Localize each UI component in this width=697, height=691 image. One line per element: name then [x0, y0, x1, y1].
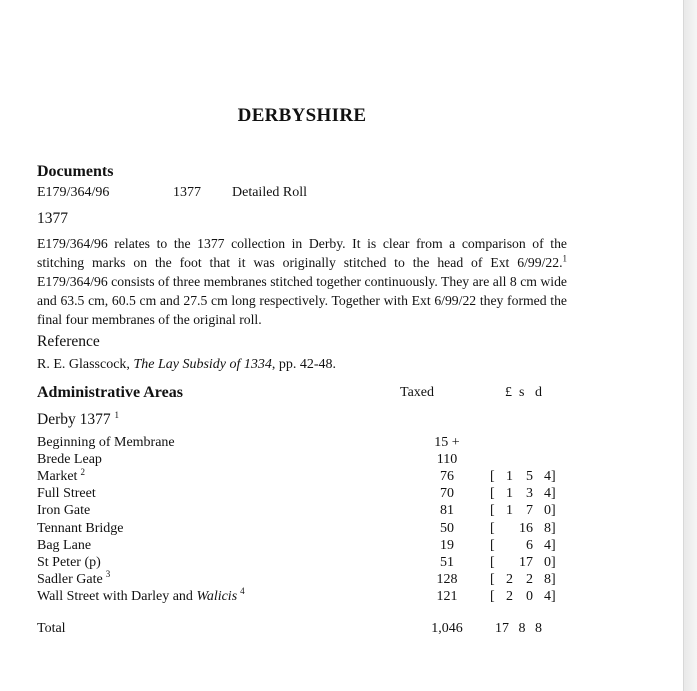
paragraph-part-a: E179/364/96 relates to the 1377 collection in Derby. It is clear from a comparison of the stitching marks on the foot that it was originally stitched to the head of Ext 6/99/22. [37, 236, 567, 270]
pounds-value: 1 [506, 486, 513, 502]
total-taxed: 1,046 [431, 621, 463, 636]
document-reference: E179/364/96 [37, 185, 110, 200]
reference-work: The Lay Subsidy of 1334 [133, 357, 272, 372]
bracket-open: [ [490, 571, 495, 587]
table-row [37, 538, 577, 555]
bracket-open: [ [490, 520, 495, 536]
pounds-value: 1 [506, 469, 513, 485]
shillings-value: 16 [519, 520, 533, 536]
taxed-value: 76 [440, 469, 454, 485]
taxed-value: 19 [440, 537, 454, 553]
area-name [37, 503, 93, 519]
shillings-value: 7 [526, 503, 533, 519]
bracket-close: ] [551, 571, 556, 587]
reference-author: R. E. Glasscock, [37, 357, 134, 372]
reference-pages: , pp. 42-48. [271, 357, 337, 372]
money-value [490, 538, 560, 554]
area-label: Iron Gate [37, 503, 91, 519]
area-label: St Peter (p) [37, 554, 101, 570]
area-label: Wall Street with Darley and [37, 588, 197, 604]
pence-value: 4 [544, 588, 551, 604]
page-edge [683, 0, 697, 691]
year-heading: 1377 [37, 210, 68, 227]
bracket-close: ] [551, 554, 556, 570]
area-note: 2 [80, 466, 85, 477]
taxed-value: 121 [436, 588, 458, 604]
reference-heading: Reference [37, 333, 100, 350]
taxed-value: 70 [440, 486, 454, 502]
total-label: Total [37, 621, 66, 636]
area-name [37, 555, 104, 571]
table-row [37, 435, 577, 452]
pounds-value: 2 [506, 588, 513, 604]
area-name [37, 435, 178, 451]
bracket-open: [ [490, 469, 495, 485]
money-value [490, 521, 560, 537]
table-row [37, 521, 577, 538]
area-label: Sadler Gate [37, 571, 103, 587]
area-label: Bag Lane [37, 537, 92, 553]
table-row [37, 466, 577, 486]
shillings-value: 17 [519, 554, 533, 570]
bracket-open: [ [490, 503, 495, 519]
area-note: 3 [105, 569, 111, 580]
taxed-value: 110 [436, 452, 458, 468]
table-row [37, 555, 577, 572]
areas-heading: Administrative Areas [37, 384, 183, 401]
area-label: Full Street [37, 486, 96, 502]
documents-heading: Documents [37, 163, 114, 180]
area-name [37, 486, 99, 502]
document-year: 1377 [173, 185, 201, 200]
money-value [490, 435, 560, 451]
shillings-value: 0 [526, 588, 533, 604]
money-value [490, 589, 560, 605]
money-value [490, 486, 560, 502]
table-row [37, 503, 577, 520]
taxed-value: 15 + [434, 435, 460, 450]
table-row [37, 452, 577, 469]
pounds-value: 1 [506, 503, 513, 519]
pounds-header: £ [505, 385, 512, 400]
area-name [37, 586, 245, 605]
total-pence: 8 [535, 621, 542, 636]
money-value [490, 452, 560, 468]
area-name [37, 466, 85, 485]
area-name [37, 538, 94, 554]
taxed-value: 81 [440, 503, 454, 519]
area-italic: Walicis [196, 588, 238, 604]
area-note: 4 [240, 586, 245, 597]
taxed-value: 50 [440, 520, 454, 536]
taxed-value: 128 [436, 571, 458, 587]
total-shillings: 8 [518, 621, 526, 636]
pence-value: 4 [544, 469, 551, 485]
area-name [37, 521, 127, 537]
pence-value: 8 [544, 571, 551, 587]
bracket-close: ] [551, 588, 556, 604]
area-label: Tennant Bridge [37, 520, 124, 536]
pence-header: d [534, 385, 542, 400]
bracket-close: ] [551, 520, 556, 536]
footnote-marker: 1 [562, 253, 567, 264]
pence-value: 4 [544, 537, 551, 553]
money-value [490, 555, 560, 571]
pence-value: 8 [544, 520, 551, 536]
shillings-value: 3 [526, 486, 533, 502]
taxed-header: Taxed [400, 385, 435, 400]
shillings-value: 5 [526, 469, 533, 485]
pence-value: 0 [544, 554, 551, 570]
bracket-open: [ [490, 486, 495, 502]
bracket-open: [ [490, 554, 495, 570]
bracket-open: [ [490, 588, 495, 604]
money-header [505, 385, 542, 401]
reference-citation [37, 357, 336, 373]
subheading-note: 1 [114, 409, 119, 420]
pounds-value: 2 [506, 571, 513, 587]
bracket-close: ] [551, 537, 556, 553]
table-row [37, 586, 577, 606]
document-type: Detailed Roll [232, 185, 308, 200]
bracket-close: ] [551, 503, 556, 519]
pence-value: 4 [544, 486, 551, 502]
bracket-close: ] [551, 469, 556, 485]
paragraph-part-b: E179/364/96 consists of three membranes stitched together continuously. They are all 8 cm wide and 63.5 cm, 60.5 cm and 27.5 cm long respectively. Together with Ext 6/99/22 they formed the final four membranes of the original roll. [37, 274, 567, 327]
money-value [490, 572, 560, 588]
description-paragraph [37, 234, 567, 329]
area-label: Beginning of Membrane [37, 435, 175, 450]
money-value [490, 469, 560, 485]
bracket-open: [ [490, 537, 495, 553]
table-subheading [37, 411, 119, 429]
shillings-value: 6 [526, 537, 533, 553]
subheading-text: Derby 1377 [37, 411, 111, 428]
total-pounds: 17 [495, 621, 509, 636]
shillings-header: s [519, 385, 525, 400]
area-label: Brede Leap [37, 452, 102, 468]
table-row [37, 569, 577, 589]
area-name [37, 569, 111, 588]
bracket-close: ] [551, 486, 556, 502]
pence-value: 0 [544, 503, 551, 519]
table-row [37, 486, 577, 503]
money-value [490, 503, 560, 519]
area-label: Market [37, 469, 78, 485]
page-title: DERBYSHIRE [237, 105, 367, 126]
total-amount [495, 621, 542, 637]
area-name [37, 452, 105, 468]
taxed-value: 51 [440, 554, 454, 570]
shillings-value: 2 [526, 571, 533, 587]
